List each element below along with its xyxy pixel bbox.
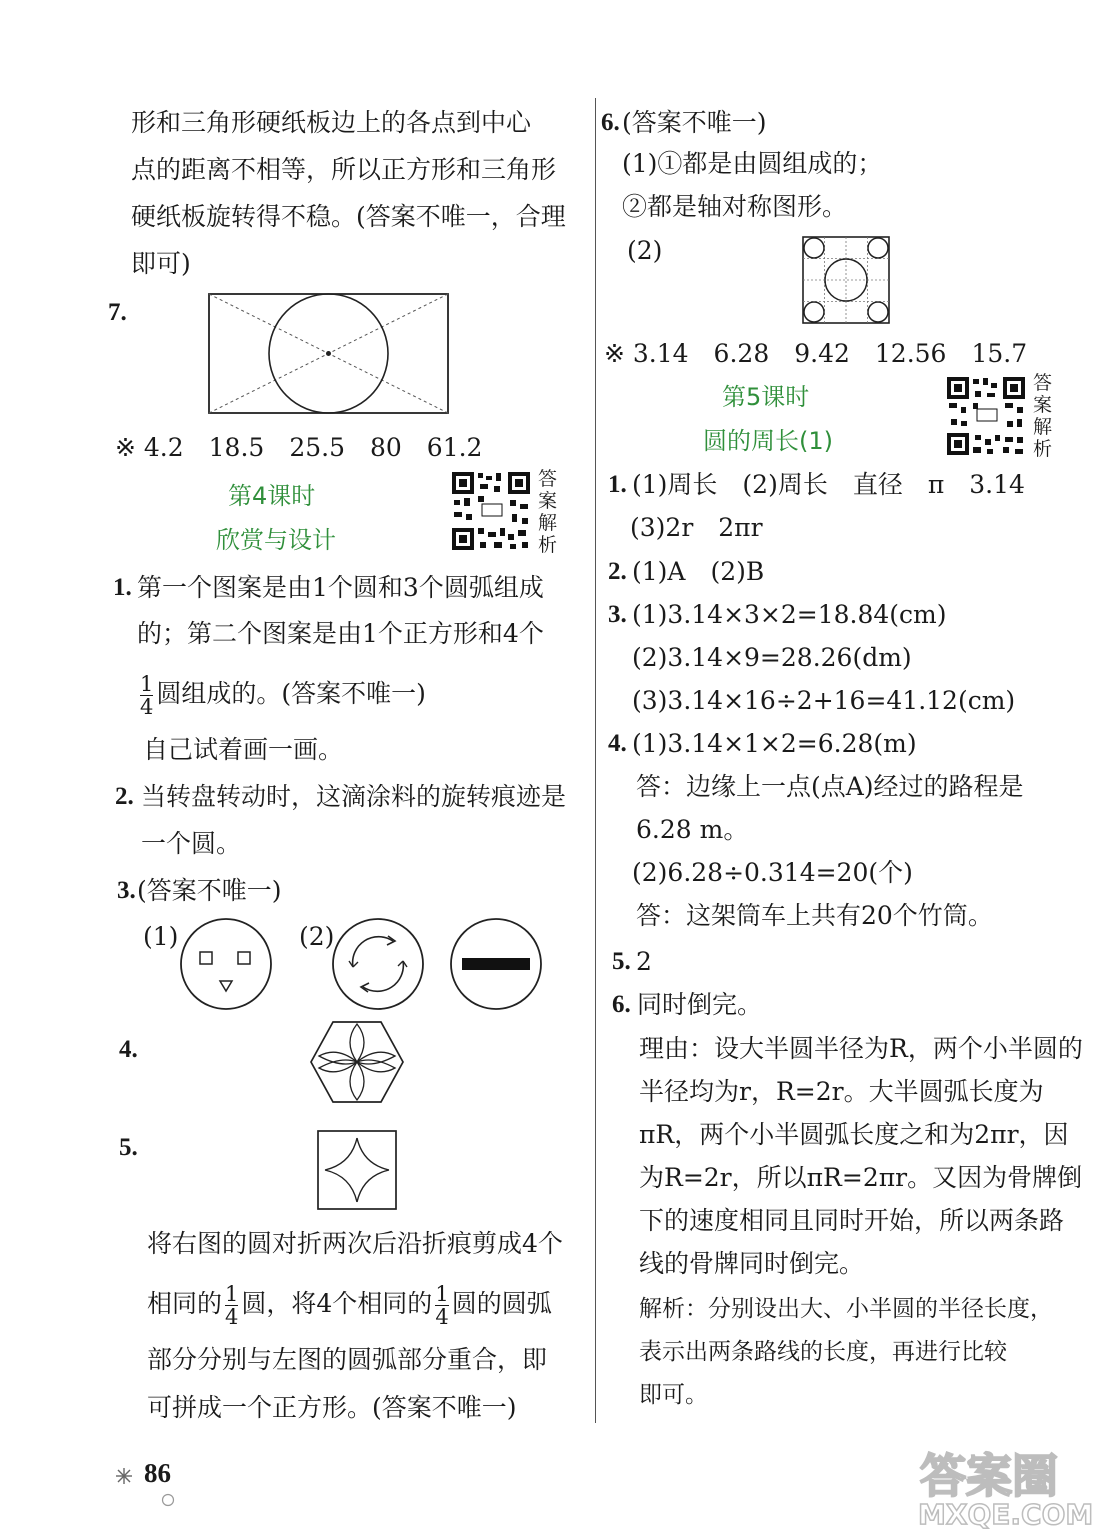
r-a4-line-1: (1)3.14×1×2=6.28(m) <box>632 729 917 758</box>
q3-arrows-circle <box>331 917 425 1011</box>
q5-line-2: 相同的 $\frac{1}{4}$ 圆，将4个相同的 $\frac{1}{4}$ 圆的圆弧 <box>147 1282 552 1329</box>
r-a6-reason-3: πR，两个小半圆弧长度之和为2πr，因 <box>639 1120 1069 1149</box>
r-a4-line-5: 答：这架筒车上共有20个竹筒。 <box>636 901 993 930</box>
r-a1-line-2: (3)2r 2πr <box>630 513 763 542</box>
r-q6-number: 6. <box>601 109 620 136</box>
r-q6-grid-figure <box>802 236 890 324</box>
q3-face-circle <box>179 917 273 1011</box>
q7-number: 7. <box>108 299 127 326</box>
star-line-right: ※ 3.14 6.28 9.42 12.56 15.7 <box>604 339 1028 368</box>
q2-number: 2. <box>115 783 134 810</box>
r-a3-line-3: (3)3.14×16÷2+16=41.12(cm) <box>632 686 1016 715</box>
r-q6-text: (答案不唯一) <box>622 108 767 137</box>
r-a2-line: (1)A (2)B <box>632 557 765 586</box>
r-q6-line-1: (1)①都是由圆组成的； <box>622 149 883 178</box>
r-a6-reason-5: 下的速度相同且同时开始，所以两条路 <box>639 1206 1065 1235</box>
lesson5-title: 第5课时 <box>722 383 810 411</box>
r-q6-line-2: ②都是轴对称图形。 <box>622 192 848 221</box>
q5-number: 5. <box>119 1134 138 1161</box>
r-a4-number: 4. <box>608 730 627 757</box>
q5-line-3: 部分分别与左图的圆弧部分重合，即 <box>147 1345 548 1374</box>
q1-fraction: $\frac{1}{4}$ <box>140 672 154 719</box>
q1-line-4: 自己试着画一画。 <box>143 735 344 764</box>
q1-line-1: 第一个图案是由1个圆和3个圆弧组成 <box>137 573 544 602</box>
lesson4-subtitle: 欣赏与设计 <box>216 526 336 554</box>
r-a6-reason-4: 为R=2r，所以πR=2πr。又因为骨牌倒 <box>639 1163 1083 1192</box>
intro-line-1: 形和三角形硬纸板边上的各点到中心 <box>131 108 532 137</box>
r-a4-line-3: 6.28 m。 <box>636 815 749 844</box>
q5-square-arcs <box>317 1130 397 1210</box>
q5-line-1: 将右图的圆对折两次后沿折痕剪成4个 <box>147 1229 563 1258</box>
qr-code-left <box>450 470 532 552</box>
q5-line-4: 可拼成一个正方形。(答案不唯一) <box>147 1393 517 1422</box>
svg-text:MXQE.COM: MXQE.COM <box>918 1498 1094 1531</box>
r-a5-number: 5. <box>612 948 631 975</box>
q3-label-1: (1) <box>143 922 179 951</box>
lesson4-title: 第4课时 <box>228 482 316 510</box>
page-number: 86 <box>144 1458 171 1488</box>
r-a6-analysis-3: 即可。 <box>639 1382 708 1408</box>
r-a6-reason-2: 半径均为r，R=2r。大半圆弧长度为 <box>639 1077 1044 1106</box>
r-a6-reason-6: 线的骨牌同时倒完。 <box>639 1249 865 1278</box>
q1-line-2: 的；第二个图案是由1个正方形和4个 <box>137 619 544 648</box>
r-a4-line-4: (2)6.28÷0.314=20(个) <box>632 858 913 887</box>
r-a6-number: 6. <box>612 991 631 1018</box>
r-a6-analysis-1: 解析：分别设出大、小半圆的半径长度， <box>639 1296 1053 1322</box>
q3-label-2: (2) <box>299 922 335 951</box>
svg-text:答案圈: 答案圈 <box>920 1449 1058 1503</box>
r-a6-reason-1: 理由：设大半圆半径为R，两个小半圆的 <box>639 1034 1083 1063</box>
q5-fraction-1: $\frac{1}{4}$ <box>225 1282 239 1329</box>
qr-label-right: 答案解析 <box>1033 372 1053 460</box>
intro-line-3: 硬纸板旋转得不稳。(答案不唯一，合理 <box>131 202 566 231</box>
column-divider <box>595 98 596 1423</box>
q4-number: 4. <box>119 1036 138 1063</box>
q5-fraction-2: $\frac{1}{4}$ <box>435 1282 449 1329</box>
r-a1-line-1: (1)周长 (2)周长 直径 π 3.14 <box>632 470 1025 499</box>
r-a3-number: 3. <box>608 601 627 628</box>
page-corner-ornament-icon <box>113 1465 135 1487</box>
q2-line-2: 一个圆。 <box>141 829 242 858</box>
star-line-left: ※ 4.2 18.5 25.5 80 61.2 <box>115 433 483 462</box>
r-a3-line-2: (2)3.14×9=28.26(dm) <box>632 643 912 672</box>
r-a6-analysis-2: 表示出两条路线的长度，再进行比较 <box>639 1339 1007 1365</box>
r-a3-line-1: (1)3.14×3×2=18.84(cm) <box>632 600 947 629</box>
qr-code-right <box>945 375 1027 457</box>
q3-text: (答案不唯一) <box>137 876 282 905</box>
qr-label-left: 答案解析 <box>538 468 558 556</box>
q3-bar-circle <box>449 917 543 1011</box>
r-a1-number: 1. <box>608 471 627 498</box>
r-q6-label-2: (2) <box>627 236 663 265</box>
q7-rectangle-figure <box>208 293 450 415</box>
q3-number: 3. <box>117 877 136 904</box>
intro-line-2: 点的距离不相等，所以正方形和三角形 <box>131 155 557 184</box>
page-dot-ornament-icon <box>161 1493 175 1507</box>
q4-hexagon-flower <box>309 1020 405 1104</box>
lesson5-subtitle: 圆的周长(1) <box>703 427 833 455</box>
r-a4-line-2: 答：边缘上一点(点A)经过的路程是 <box>636 772 1024 801</box>
r-a2-number: 2. <box>608 558 627 585</box>
intro-line-4: 即可) <box>131 249 191 278</box>
watermark-logo <box>900 1440 1105 1532</box>
r-a5-line: 2 <box>636 947 652 976</box>
q2-line-1: 当转盘转动时，这滴涂料的旋转痕迹是 <box>141 782 567 811</box>
q1-line-3: $\frac{1}{4}$ 圆组成的。(答案不唯一) <box>140 672 426 719</box>
q1-number: 1. <box>113 574 132 601</box>
r-a6-line: 同时倒完。 <box>637 990 763 1019</box>
